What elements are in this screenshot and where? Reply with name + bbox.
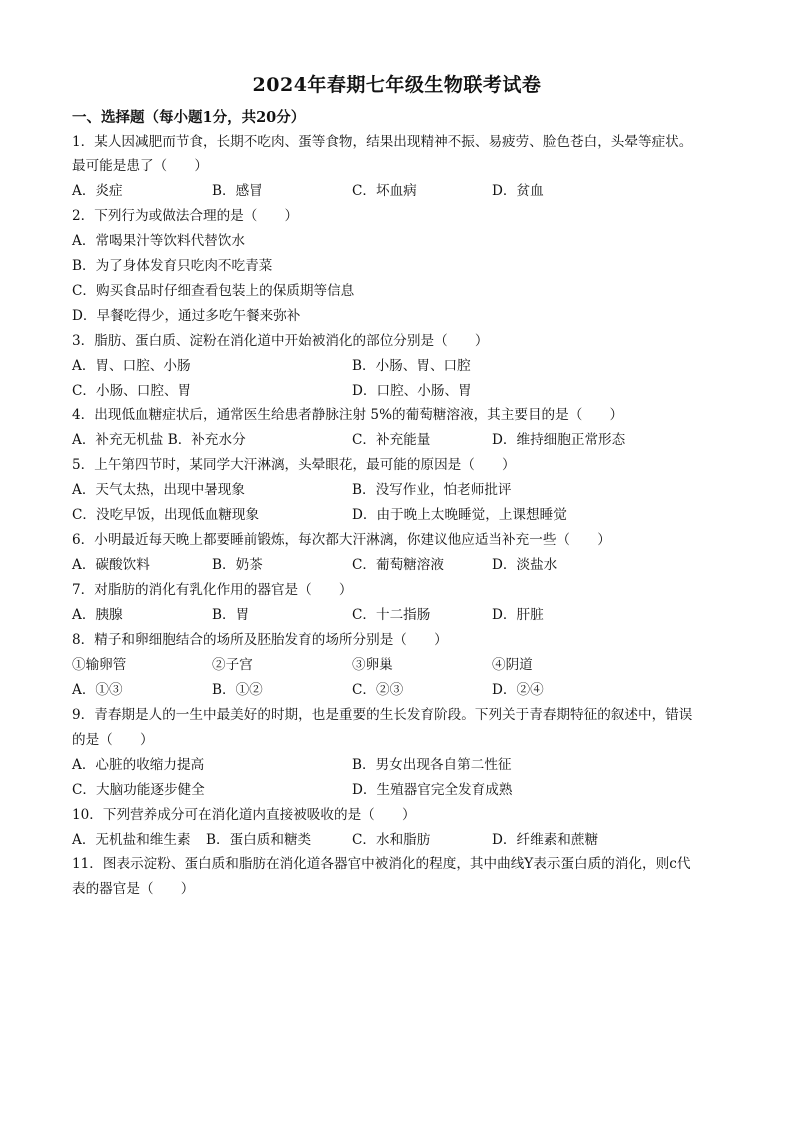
q4-option-c: C．补充能量 <box>352 432 431 448</box>
q4-stem: 4．出现低血糖症状后，通常医生给患者静脉注射 5%的葡萄糖溶液，其主要目的是（ ） <box>72 407 624 423</box>
q5-stem: 5．上午第四节时，某同学大汗淋漓，头晕眼花，最可能的原因是（ ） <box>72 457 516 473</box>
q7-stem: 7．对脂肪的消化有乳化作用的器官是（ ） <box>72 582 353 598</box>
q7-option-c: C．十二指肠 <box>352 607 431 623</box>
q7-option-d: D．肝脏 <box>492 607 544 623</box>
q1-stem-line1: 1．某人因减肥而节食，长期不吃肉、蛋等食物，结果出现精神不振、易疲劳、脸色苍白，头晕等症状。 <box>72 134 693 150</box>
q10-stem: 10．下列营养成分可在消化道内直接被吸收的是（ ） <box>72 807 416 823</box>
section-heading: 一、选择题（每小题1分，共20分） <box>72 109 306 126</box>
q8-option-b: B．①② <box>212 682 263 698</box>
q1-option-a: A．炎症 <box>72 183 123 199</box>
q3-option-b: B．小肠、胃、口腔 <box>352 358 471 374</box>
q3-option-d: D．口腔、小肠、胃 <box>352 383 472 399</box>
q5-option-c: C．没吃早饭，出现低血糖现象 <box>72 507 260 523</box>
exam-title: 2024年春期七年级生物联考试卷 <box>252 74 542 96</box>
q4-option-ab: A．补充无机盐 B．补充水分 <box>72 432 246 448</box>
q8-item-4: ④阴道 <box>492 657 533 673</box>
q8-item-3: ③卵巢 <box>352 657 393 673</box>
q1-option-c: C．坏血病 <box>352 183 417 199</box>
q2-stem: 2．下列行为或做法合理的是（ ） <box>72 208 299 224</box>
q2-option-c: C．购买食品时仔细查看包装上的保质期等信息 <box>72 283 355 299</box>
q6-option-a: A．碳酸饮料 <box>72 557 150 573</box>
q6-stem: 6．小明最近每天晚上都要睡前锻炼，每次都大汗淋漓，你建议他应适当补充一些（ ） <box>72 532 611 548</box>
q5-option-b: B．没写作业，怕老师批评 <box>352 482 512 498</box>
q2-option-b: B．为了身体发育只吃肉不吃青菜 <box>72 258 273 274</box>
q8-option-a: A．①③ <box>72 682 123 698</box>
q5-option-d: D．由于晚上太晚睡觉，上课想睡觉 <box>352 507 567 523</box>
q2-option-d: D．早餐吃得少，通过多吃午餐来弥补 <box>72 308 301 324</box>
q3-option-a: A．胃、口腔、小肠 <box>72 358 191 374</box>
q1-option-d: D．贫血 <box>492 183 544 199</box>
q8-option-d: D．②④ <box>492 682 544 698</box>
q9-stem-line1: 9．青春期是人的一生中最美好的时期，也是重要的生长发育阶段。下列关于青春期特征的叙述中，错误 <box>72 707 693 723</box>
q10-option-c: C．水和脂肪 <box>352 832 431 848</box>
q6-option-c: C．葡萄糖溶液 <box>352 557 444 573</box>
q1-stem-line2: 最可能是患了（ ） <box>72 158 208 174</box>
q9-stem-line2: 的是（ ） <box>72 732 154 748</box>
q3-stem: 3．脂肪、蛋白质、淀粉在消化道中开始被消化的部位分别是（ ） <box>72 333 489 349</box>
q6-option-b: B．奶茶 <box>212 557 263 573</box>
q9-option-a: A．心脏的收缩力提高 <box>72 757 205 773</box>
q1-option-b: B．感冒 <box>212 183 263 199</box>
q10-option-a: A．无机盐和维生素 <box>72 832 191 848</box>
q8-item-1: ①输卵管 <box>72 657 127 673</box>
q11-stem-line1: 11．图表示淀粉、蛋白质和脂肪在消化道各器官中被消化的程度，其中曲线Y表示蛋白质的消化，则c代 <box>72 856 691 872</box>
q10-option-d: D．纤维素和蔗糖 <box>492 832 599 848</box>
q8-item-2: ②子宫 <box>212 657 253 673</box>
q10-option-b: B．蛋白质和糖类 <box>206 832 312 848</box>
q9-option-b: B．男女出现各自第二性征 <box>352 757 512 773</box>
q7-option-a: A．胰腺 <box>72 607 123 623</box>
q6-option-d: D．淡盐水 <box>492 557 558 573</box>
q3-option-c: C．小肠、口腔、胃 <box>72 383 192 399</box>
q5-option-a: A．天气太热，出现中暑现象 <box>72 482 245 498</box>
q4-option-d: D．维持细胞正常形态 <box>492 432 626 448</box>
q8-option-c: C．②③ <box>352 682 404 698</box>
q8-stem: 8．精子和卵细胞结合的场所及胚胎发育的场所分别是（ ） <box>72 632 448 648</box>
q9-option-d: D．生殖器官完全发育成熟 <box>352 782 513 798</box>
q2-option-a: A．常喝果汁等饮料代替饮水 <box>72 233 245 249</box>
q7-option-b: B．胃 <box>212 607 250 623</box>
q11-stem-line2: 表的器官是（ ） <box>72 881 195 897</box>
q9-option-c: C．大脑功能逐步健全 <box>72 782 205 798</box>
